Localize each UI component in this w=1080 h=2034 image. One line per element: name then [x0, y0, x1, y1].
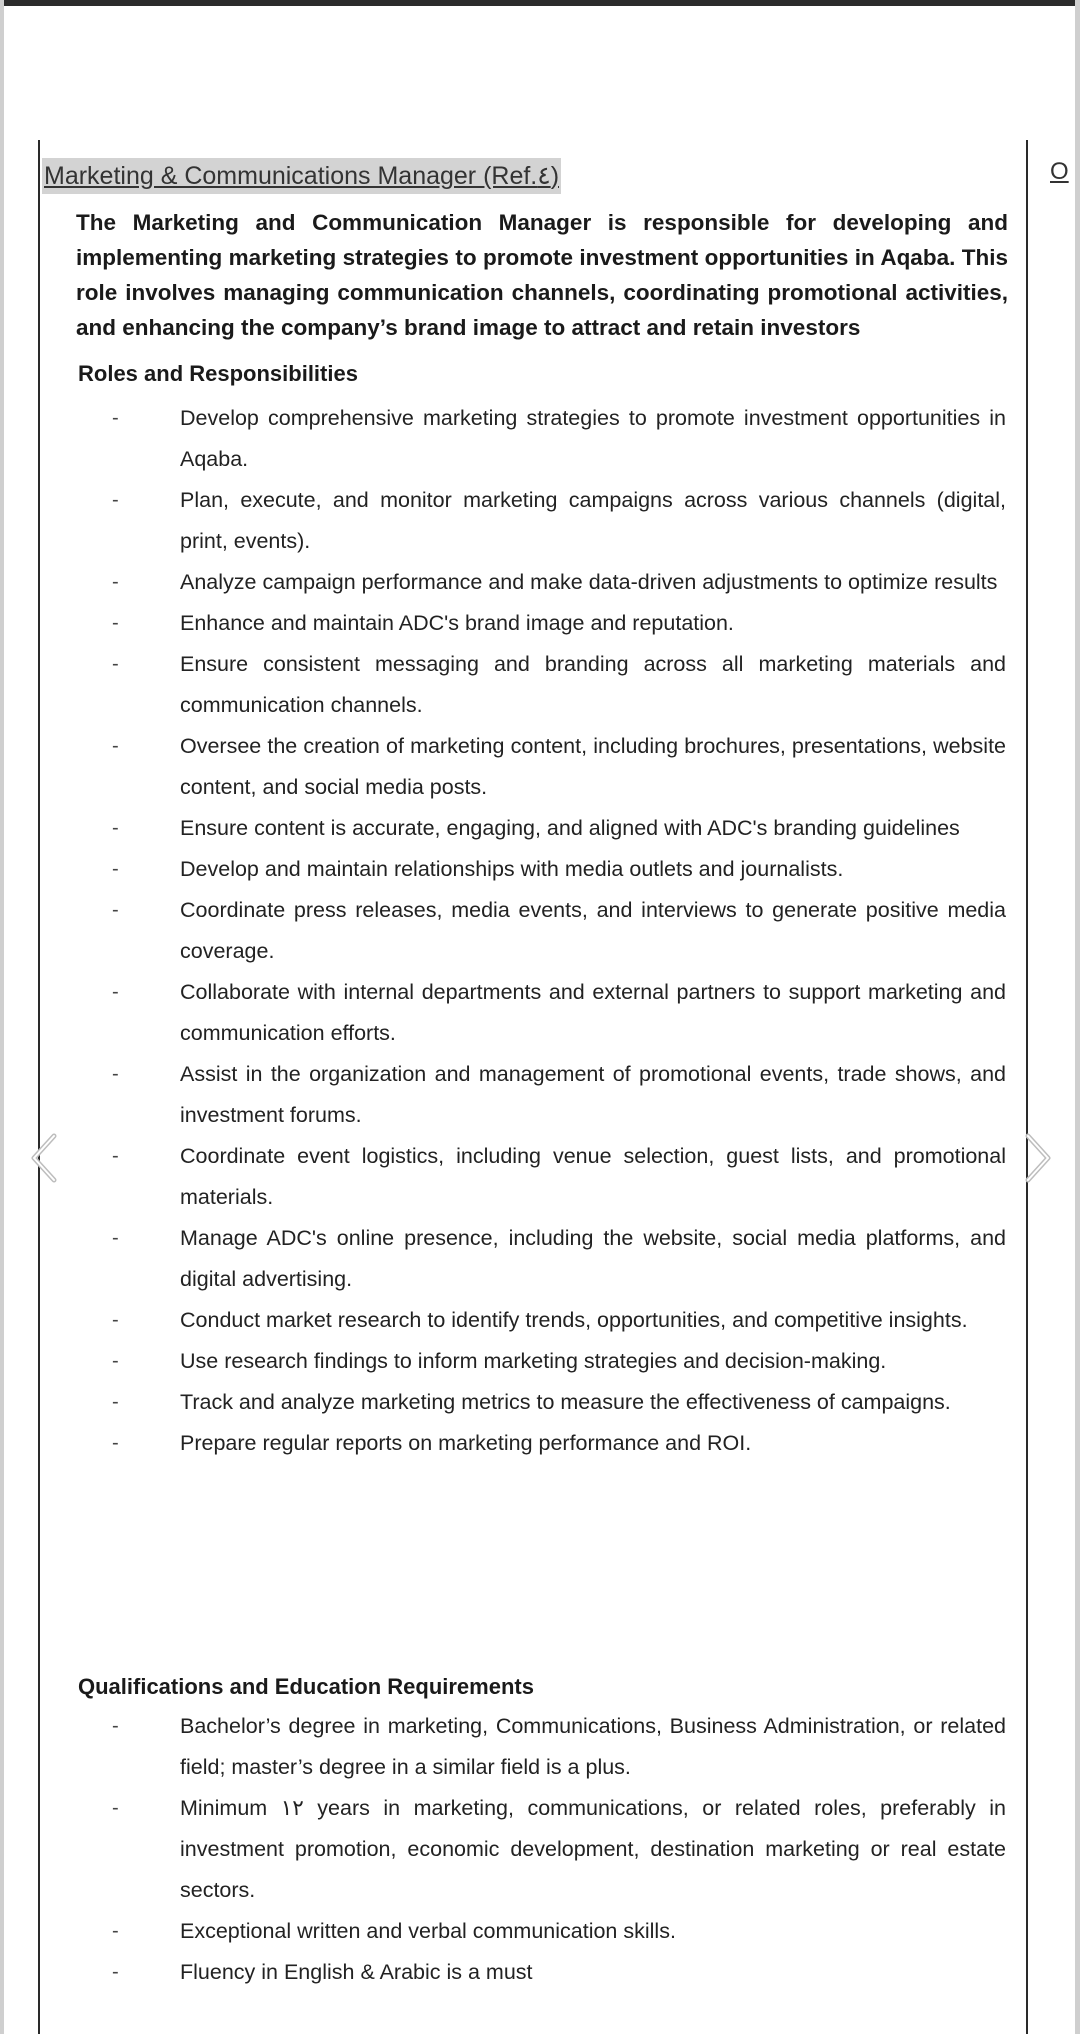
bullet: -: [112, 1432, 119, 1454]
bullet: -: [112, 858, 119, 880]
list-item: [0, 603, 1006, 644]
next-page-peek-text: O: [1050, 158, 1069, 185]
list-item: [0, 849, 1006, 890]
previous-page-button[interactable]: [24, 1128, 64, 1188]
list-item-text: Develop comprehensive marketing strategies to promote investment opportunities in Aqaba.: [180, 406, 1006, 471]
list-item: [0, 726, 1006, 808]
list-item: [0, 1423, 1006, 1464]
top-status-bar: [0, 0, 1080, 6]
next-page-button[interactable]: [1018, 1128, 1058, 1188]
list-item: [0, 1054, 1006, 1136]
bullet: -: [112, 653, 119, 675]
list-item-text: Enhance and maintain ADC's brand image and reputation.: [180, 611, 734, 635]
bullet: -: [112, 1227, 119, 1249]
bullet: -: [112, 817, 119, 839]
list-item: [0, 1300, 1006, 1341]
roles-heading: Roles and Responsibilities: [78, 361, 358, 386]
list-item: [0, 890, 1006, 972]
list-item-text: Collaborate with internal departments and external partners to support marketing and communication efforts.: [180, 980, 1006, 1045]
bullet: -: [112, 1391, 119, 1413]
roles-list: [0, 398, 1080, 1464]
list-item: [0, 480, 1006, 562]
list-item: [0, 1788, 1006, 1911]
chevron-right-icon: [1018, 1128, 1058, 1188]
list-item: [0, 808, 1006, 849]
list-item-text: Fluency in English & Arabic is a must: [180, 1960, 533, 1984]
list-item: [0, 972, 1006, 1054]
list-item: [0, 1706, 1006, 1788]
bullet: -: [112, 1920, 119, 1942]
intro-paragraph: The Marketing and Communication Manager is responsible for developing and implementing marketing strategies to promote investment opportunities in Aqaba. This role involves managing communication channels, coordinating promotional activities, and enhancing the company’s brand image to attract and retain investors: [76, 210, 1008, 340]
bullet: -: [112, 1063, 119, 1085]
bullet: -: [112, 571, 119, 593]
list-item: [0, 1382, 1006, 1423]
list-item-text: Analyze campaign performance and make data-driven adjustments to optimize results: [180, 570, 998, 594]
list-item: [0, 1218, 1006, 1300]
qualifications-list: [0, 1706, 1080, 1993]
bullet: -: [112, 1715, 119, 1737]
list-item: [0, 1136, 1006, 1218]
list-item-text: Develop and maintain relationships with media outlets and journalists.: [180, 857, 844, 881]
list-item-text: Assist in the organization and management of promotional events, trade shows, and investment forums.: [180, 1062, 1006, 1127]
list-item-text: Minimum ١٢ years in marketing, communications, or related roles, preferably in investment promotion, economic development, destination marketing or real estate sectors.: [180, 1796, 1007, 1902]
bullet: -: [112, 612, 119, 634]
bullet: -: [112, 1797, 119, 1819]
list-item: [0, 1952, 1006, 1993]
bullet: -: [112, 407, 119, 429]
list-item-text: Oversee the creation of marketing content, including brochures, presentations, website content, and social media posts.: [180, 734, 1006, 799]
document-title: Marketing & Communications Manager (Ref.٤): [42, 158, 561, 194]
chevron-left-icon: [24, 1128, 64, 1188]
bullet: -: [112, 1961, 119, 1983]
list-item: [0, 398, 1006, 480]
bullet: -: [112, 981, 119, 1003]
list-item-text: Coordinate press releases, media events, and interviews to generate positive media coverage.: [180, 898, 1006, 963]
list-item: [0, 1341, 1006, 1382]
list-item: [0, 562, 1006, 603]
bullet: -: [112, 899, 119, 921]
bullet: -: [112, 489, 119, 511]
list-item: [0, 1911, 1006, 1952]
list-item-text: Ensure content is accurate, engaging, and aligned with ADC's branding guidelines: [180, 816, 960, 840]
bullet: -: [112, 735, 119, 757]
list-item-text: Conduct market research to identify trends, opportunities, and competitive insights.: [180, 1308, 968, 1332]
bullet: -: [112, 1350, 119, 1372]
list-item-text: Prepare regular reports on marketing performance and ROI.: [180, 1431, 752, 1455]
list-item-text: Track and analyze marketing metrics to measure the effectiveness of campaigns.: [180, 1390, 951, 1414]
list-item: [0, 644, 1006, 726]
bullet: -: [112, 1309, 119, 1331]
list-item-text: Plan, execute, and monitor marketing campaigns across various channels (digital, print, events).: [180, 488, 1006, 553]
qualifications-heading: Qualifications and Education Requirements: [78, 1674, 534, 1699]
list-item-text: Bachelor’s degree in marketing, Communications, Business Administration, or related field; master’s degree in a similar field is a plus.: [180, 1714, 1006, 1779]
list-item-text: Coordinate event logistics, including venue selection, guest lists, and promotional materials.: [180, 1144, 1006, 1209]
list-item-text: Exceptional written and verbal communication skills.: [180, 1919, 676, 1943]
list-item-text: Ensure consistent messaging and branding across all marketing materials and communication channels.: [180, 652, 1006, 717]
bullet: -: [112, 1145, 119, 1167]
list-item-text: Use research findings to inform marketing strategies and decision-making.: [180, 1349, 887, 1373]
list-item-text: Manage ADC's online presence, including the website, social media platforms, and digital advertising.: [180, 1226, 1006, 1291]
